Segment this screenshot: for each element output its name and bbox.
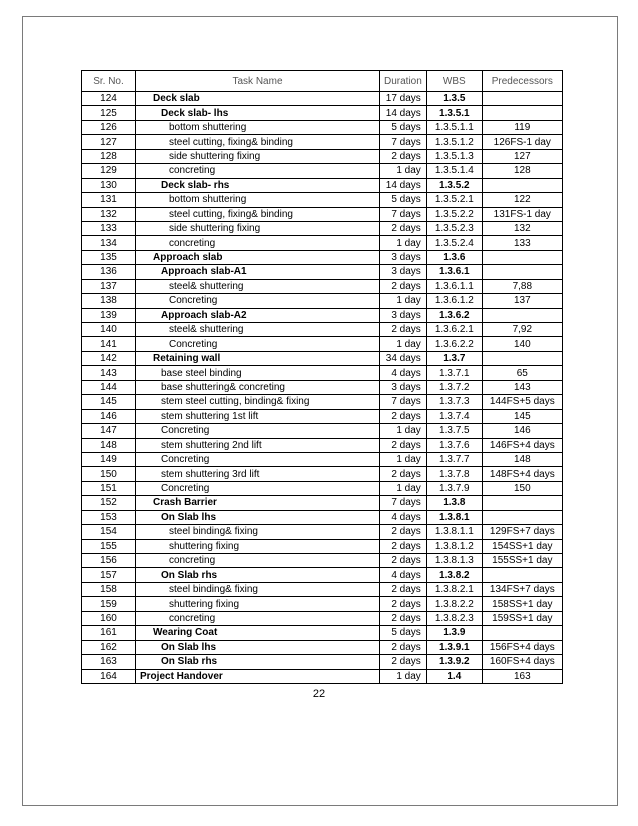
table-row (82, 669, 563, 683)
cell-sr-no: 153 (82, 510, 136, 524)
cell-duration: 2 days (380, 323, 427, 337)
column-header-duration: Duration (380, 71, 427, 92)
cell-predecessors (482, 626, 562, 640)
cell-sr-no: 136 (82, 265, 136, 279)
cell-predecessors: 134FS+7 days (482, 582, 562, 596)
table-row (82, 308, 563, 322)
cell-wbs: 1.3.8.1.2 (426, 539, 482, 553)
table-row (82, 582, 563, 596)
cell-sr-no: 129 (82, 164, 136, 178)
cell-duration: 5 days (380, 193, 427, 207)
cell-duration: 2 days (380, 611, 427, 625)
table-row (82, 655, 563, 669)
table-row (82, 510, 563, 524)
cell-predecessors (482, 106, 562, 120)
cell-duration: 2 days (380, 438, 427, 452)
cell-predecessors (482, 178, 562, 192)
cell-sr-no: 155 (82, 539, 136, 553)
cell-wbs: 1.3.7 (426, 351, 482, 365)
cell-task-name: stem shuttering 3rd lift (136, 467, 380, 481)
cell-wbs: 1.3.7.3 (426, 395, 482, 409)
cell-predecessors: 131FS-1 day (482, 207, 562, 221)
cell-predecessors: 65 (482, 366, 562, 380)
cell-sr-no: 157 (82, 568, 136, 582)
cell-duration: 7 days (380, 395, 427, 409)
table-row (82, 626, 563, 640)
cell-predecessors: 126FS-1 day (482, 135, 562, 149)
table-row (82, 135, 563, 149)
cell-duration: 1 day (380, 669, 427, 683)
cell-sr-no: 143 (82, 366, 136, 380)
cell-duration: 7 days (380, 135, 427, 149)
cell-sr-no: 126 (82, 120, 136, 134)
cell-predecessors: 150 (482, 481, 562, 495)
cell-duration: 2 days (380, 597, 427, 611)
cell-sr-no: 149 (82, 452, 136, 466)
cell-duration: 5 days (380, 120, 427, 134)
cell-sr-no: 160 (82, 611, 136, 625)
cell-predecessors: 146FS+4 days (482, 438, 562, 452)
cell-task-name: Concreting (136, 481, 380, 495)
table-row (82, 525, 563, 539)
cell-predecessors: 128 (482, 164, 562, 178)
table-row (82, 351, 563, 365)
cell-task-name: Crash Barrier (136, 496, 380, 510)
cell-sr-no: 142 (82, 351, 136, 365)
cell-wbs: 1.3.5.2.1 (426, 193, 482, 207)
cell-task-name: stem steel cutting, binding& fixing (136, 395, 380, 409)
cell-sr-no: 163 (82, 655, 136, 669)
cell-duration: 1 day (380, 337, 427, 351)
cell-task-name: concreting (136, 164, 380, 178)
cell-task-name: On Slab lhs (136, 510, 380, 524)
table-row (82, 207, 563, 221)
cell-predecessors: 146 (482, 424, 562, 438)
cell-sr-no: 135 (82, 250, 136, 264)
cell-task-name: steel& shuttering (136, 279, 380, 293)
cell-duration: 2 days (380, 409, 427, 423)
cell-task-name: steel binding& fixing (136, 525, 380, 539)
cell-predecessors (482, 265, 562, 279)
table-row (82, 452, 563, 466)
table-row (82, 366, 563, 380)
cell-wbs: 1.4 (426, 669, 482, 683)
cell-wbs: 1.3.8.2.2 (426, 597, 482, 611)
table-row (82, 236, 563, 250)
cell-wbs: 1.3.7.5 (426, 424, 482, 438)
cell-predecessors: 155SS+1 day (482, 554, 562, 568)
cell-wbs: 1.3.8.2.3 (426, 611, 482, 625)
cell-task-name: Concreting (136, 452, 380, 466)
cell-predecessors: 148FS+4 days (482, 467, 562, 481)
cell-wbs: 1.3.7.9 (426, 481, 482, 495)
cell-wbs: 1.3.7.8 (426, 467, 482, 481)
table-row (82, 337, 563, 351)
cell-task-name: Deck slab- lhs (136, 106, 380, 120)
cell-wbs: 1.3.6.1 (426, 265, 482, 279)
table-row (82, 496, 563, 510)
cell-predecessors: 129FS+7 days (482, 525, 562, 539)
cell-sr-no: 164 (82, 669, 136, 683)
cell-task-name: Approach slab-A1 (136, 265, 380, 279)
cell-predecessors: 145 (482, 409, 562, 423)
cell-duration: 1 day (380, 424, 427, 438)
cell-sr-no: 161 (82, 626, 136, 640)
cell-task-name: On Slab lhs (136, 640, 380, 654)
table-row (82, 395, 563, 409)
cell-wbs: 1.3.7.2 (426, 380, 482, 394)
cell-sr-no: 146 (82, 409, 136, 423)
cell-task-name: concreting (136, 611, 380, 625)
cell-task-name: steel binding& fixing (136, 582, 380, 596)
cell-task-name: Concreting (136, 424, 380, 438)
cell-task-name: steel& shuttering (136, 323, 380, 337)
cell-duration: 7 days (380, 496, 427, 510)
cell-task-name: stem shuttering 1st lift (136, 409, 380, 423)
cell-duration: 1 day (380, 164, 427, 178)
column-header-task-name: Task Name (136, 71, 380, 92)
cell-wbs: 1.3.7.6 (426, 438, 482, 452)
cell-wbs: 1.3.5.1.1 (426, 120, 482, 134)
cell-sr-no: 151 (82, 481, 136, 495)
table-row (82, 640, 563, 654)
table-row (82, 409, 563, 423)
cell-sr-no: 162 (82, 640, 136, 654)
table-row (82, 221, 563, 235)
cell-sr-no: 125 (82, 106, 136, 120)
cell-sr-no: 140 (82, 323, 136, 337)
cell-sr-no: 133 (82, 221, 136, 235)
cell-sr-no: 141 (82, 337, 136, 351)
cell-predecessors: 144FS+5 days (482, 395, 562, 409)
cell-task-name: Project Handover (136, 669, 380, 683)
page-number: 22 (312, 688, 326, 700)
cell-duration: 2 days (380, 539, 427, 553)
table-row (82, 554, 563, 568)
cell-task-name: Concreting (136, 294, 380, 308)
cell-predecessors (482, 510, 562, 524)
cell-task-name: base shuttering& concreting (136, 380, 380, 394)
cell-wbs: 1.3.7.4 (426, 409, 482, 423)
cell-wbs: 1.3.8.1 (426, 510, 482, 524)
cell-duration: 4 days (380, 568, 427, 582)
cell-task-name: Deck slab- rhs (136, 178, 380, 192)
cell-duration: 2 days (380, 149, 427, 163)
table-row (82, 424, 563, 438)
cell-task-name: Retaining wall (136, 351, 380, 365)
cell-duration: 14 days (380, 106, 427, 120)
cell-task-name: base steel binding (136, 366, 380, 380)
cell-predecessors: 137 (482, 294, 562, 308)
cell-predecessors (482, 308, 562, 322)
cell-duration: 14 days (380, 178, 427, 192)
table-row (82, 380, 563, 394)
table-row (82, 611, 563, 625)
cell-wbs: 1.3.8.1.1 (426, 525, 482, 539)
cell-duration: 5 days (380, 626, 427, 640)
cell-predecessors (482, 351, 562, 365)
cell-sr-no: 124 (82, 92, 136, 106)
cell-sr-no: 139 (82, 308, 136, 322)
cell-wbs: 1.3.9.2 (426, 655, 482, 669)
cell-sr-no: 154 (82, 525, 136, 539)
cell-sr-no: 144 (82, 380, 136, 394)
cell-sr-no: 131 (82, 193, 136, 207)
cell-duration: 4 days (380, 366, 427, 380)
table-row (82, 265, 563, 279)
cell-wbs: 1.3.5.1.3 (426, 149, 482, 163)
cell-predecessors: 119 (482, 120, 562, 134)
cell-duration: 2 days (380, 655, 427, 669)
table-row (82, 193, 563, 207)
cell-duration: 1 day (380, 452, 427, 466)
cell-task-name: On Slab rhs (136, 568, 380, 582)
table-row (82, 467, 563, 481)
cell-sr-no: 132 (82, 207, 136, 221)
cell-wbs: 1.3.6 (426, 250, 482, 264)
cell-sr-no: 150 (82, 467, 136, 481)
cell-sr-no: 147 (82, 424, 136, 438)
table-row (82, 120, 563, 134)
cell-task-name: Wearing Coat (136, 626, 380, 640)
cell-wbs: 1.3.5.2.3 (426, 221, 482, 235)
cell-wbs: 1.3.5 (426, 92, 482, 106)
cell-predecessors: 127 (482, 149, 562, 163)
cell-task-name: Approach slab (136, 250, 380, 264)
cell-wbs: 1.3.8.1.3 (426, 554, 482, 568)
cell-wbs: 1.3.9 (426, 626, 482, 640)
cell-predecessors: 158SS+1 day (482, 597, 562, 611)
table-row (82, 438, 563, 452)
cell-sr-no: 128 (82, 149, 136, 163)
cell-predecessors: 133 (482, 236, 562, 250)
task-table (81, 70, 563, 684)
cell-predecessors: 154SS+1 day (482, 539, 562, 553)
table-row (82, 481, 563, 495)
cell-duration: 1 day (380, 236, 427, 250)
cell-sr-no: 127 (82, 135, 136, 149)
cell-wbs: 1.3.5.2 (426, 178, 482, 192)
cell-duration: 7 days (380, 207, 427, 221)
column-header-predecessors: Predecessors (482, 71, 562, 92)
table-row (82, 92, 563, 106)
cell-wbs: 1.3.6.2.2 (426, 337, 482, 351)
cell-sr-no: 130 (82, 178, 136, 192)
cell-wbs: 1.3.6.2 (426, 308, 482, 322)
cell-duration: 2 days (380, 525, 427, 539)
cell-duration: 3 days (380, 250, 427, 264)
table-row (82, 106, 563, 120)
cell-duration: 3 days (380, 380, 427, 394)
cell-duration: 2 days (380, 221, 427, 235)
cell-sr-no: 148 (82, 438, 136, 452)
cell-predecessors: 159SS+1 day (482, 611, 562, 625)
cell-task-name: Concreting (136, 337, 380, 351)
cell-wbs: 1.3.8 (426, 496, 482, 510)
cell-predecessors (482, 92, 562, 106)
cell-predecessors: 156FS+4 days (482, 640, 562, 654)
cell-sr-no: 145 (82, 395, 136, 409)
cell-predecessors (482, 568, 562, 582)
table-row (82, 323, 563, 337)
cell-wbs: 1.3.5.2.2 (426, 207, 482, 221)
cell-task-name: shuttering fixing (136, 539, 380, 553)
cell-predecessors: 140 (482, 337, 562, 351)
cell-predecessors: 148 (482, 452, 562, 466)
cell-wbs: 1.3.6.1.1 (426, 279, 482, 293)
cell-wbs: 1.3.9.1 (426, 640, 482, 654)
cell-duration: 2 days (380, 640, 427, 654)
table-row (82, 279, 563, 293)
cell-predecessors: 7,88 (482, 279, 562, 293)
table-row (82, 164, 563, 178)
cell-wbs: 1.3.7.7 (426, 452, 482, 466)
table-row (82, 250, 563, 264)
cell-duration: 1 day (380, 294, 427, 308)
cell-wbs: 1.3.5.1.4 (426, 164, 482, 178)
cell-sr-no: 138 (82, 294, 136, 308)
cell-task-name: stem shuttering 2nd lift (136, 438, 380, 452)
cell-predecessors: 132 (482, 221, 562, 235)
cell-duration: 4 days (380, 510, 427, 524)
cell-sr-no: 134 (82, 236, 136, 250)
cell-task-name: steel cutting, fixing& binding (136, 135, 380, 149)
cell-wbs: 1.3.7.1 (426, 366, 482, 380)
cell-predecessors: 160FS+4 days (482, 655, 562, 669)
table-row (82, 178, 563, 192)
cell-duration: 2 days (380, 582, 427, 596)
cell-task-name: side shuttering fixing (136, 149, 380, 163)
cell-wbs: 1.3.5.1.2 (426, 135, 482, 149)
cell-duration: 2 days (380, 554, 427, 568)
cell-wbs: 1.3.6.1.2 (426, 294, 482, 308)
cell-wbs: 1.3.8.2 (426, 568, 482, 582)
cell-duration: 2 days (380, 467, 427, 481)
table-row (82, 149, 563, 163)
cell-predecessors (482, 496, 562, 510)
cell-sr-no: 152 (82, 496, 136, 510)
cell-task-name: side shuttering fixing (136, 221, 380, 235)
cell-sr-no: 158 (82, 582, 136, 596)
table-row (82, 568, 563, 582)
cell-wbs: 1.3.5.2.4 (426, 236, 482, 250)
cell-task-name: Approach slab-A2 (136, 308, 380, 322)
table-body (82, 92, 563, 684)
cell-task-name: shuttering fixing (136, 597, 380, 611)
cell-task-name: concreting (136, 554, 380, 568)
column-header-sr-no: Sr. No. (82, 71, 136, 92)
cell-task-name: bottom shuttering (136, 193, 380, 207)
cell-predecessors: 163 (482, 669, 562, 683)
cell-sr-no: 156 (82, 554, 136, 568)
cell-sr-no: 137 (82, 279, 136, 293)
column-header-wbs: WBS (426, 71, 482, 92)
cell-duration: 34 days (380, 351, 427, 365)
cell-wbs: 1.3.6.2.1 (426, 323, 482, 337)
cell-predecessors: 7,92 (482, 323, 562, 337)
cell-wbs: 1.3.8.2.1 (426, 582, 482, 596)
table-row (82, 597, 563, 611)
cell-task-name: Deck slab (136, 92, 380, 106)
cell-predecessors: 143 (482, 380, 562, 394)
cell-duration: 3 days (380, 308, 427, 322)
cell-duration: 3 days (380, 265, 427, 279)
cell-predecessors (482, 250, 562, 264)
cell-task-name: On Slab rhs (136, 655, 380, 669)
table-header-row (82, 71, 563, 92)
cell-sr-no: 159 (82, 597, 136, 611)
cell-duration: 2 days (380, 279, 427, 293)
table-row (82, 539, 563, 553)
cell-duration: 17 days (380, 92, 427, 106)
cell-wbs: 1.3.5.1 (426, 106, 482, 120)
table-row (82, 294, 563, 308)
cell-task-name: concreting (136, 236, 380, 250)
cell-task-name: bottom shuttering (136, 120, 380, 134)
cell-duration: 1 day (380, 481, 427, 495)
cell-predecessors: 122 (482, 193, 562, 207)
cell-task-name: steel cutting, fixing& binding (136, 207, 380, 221)
